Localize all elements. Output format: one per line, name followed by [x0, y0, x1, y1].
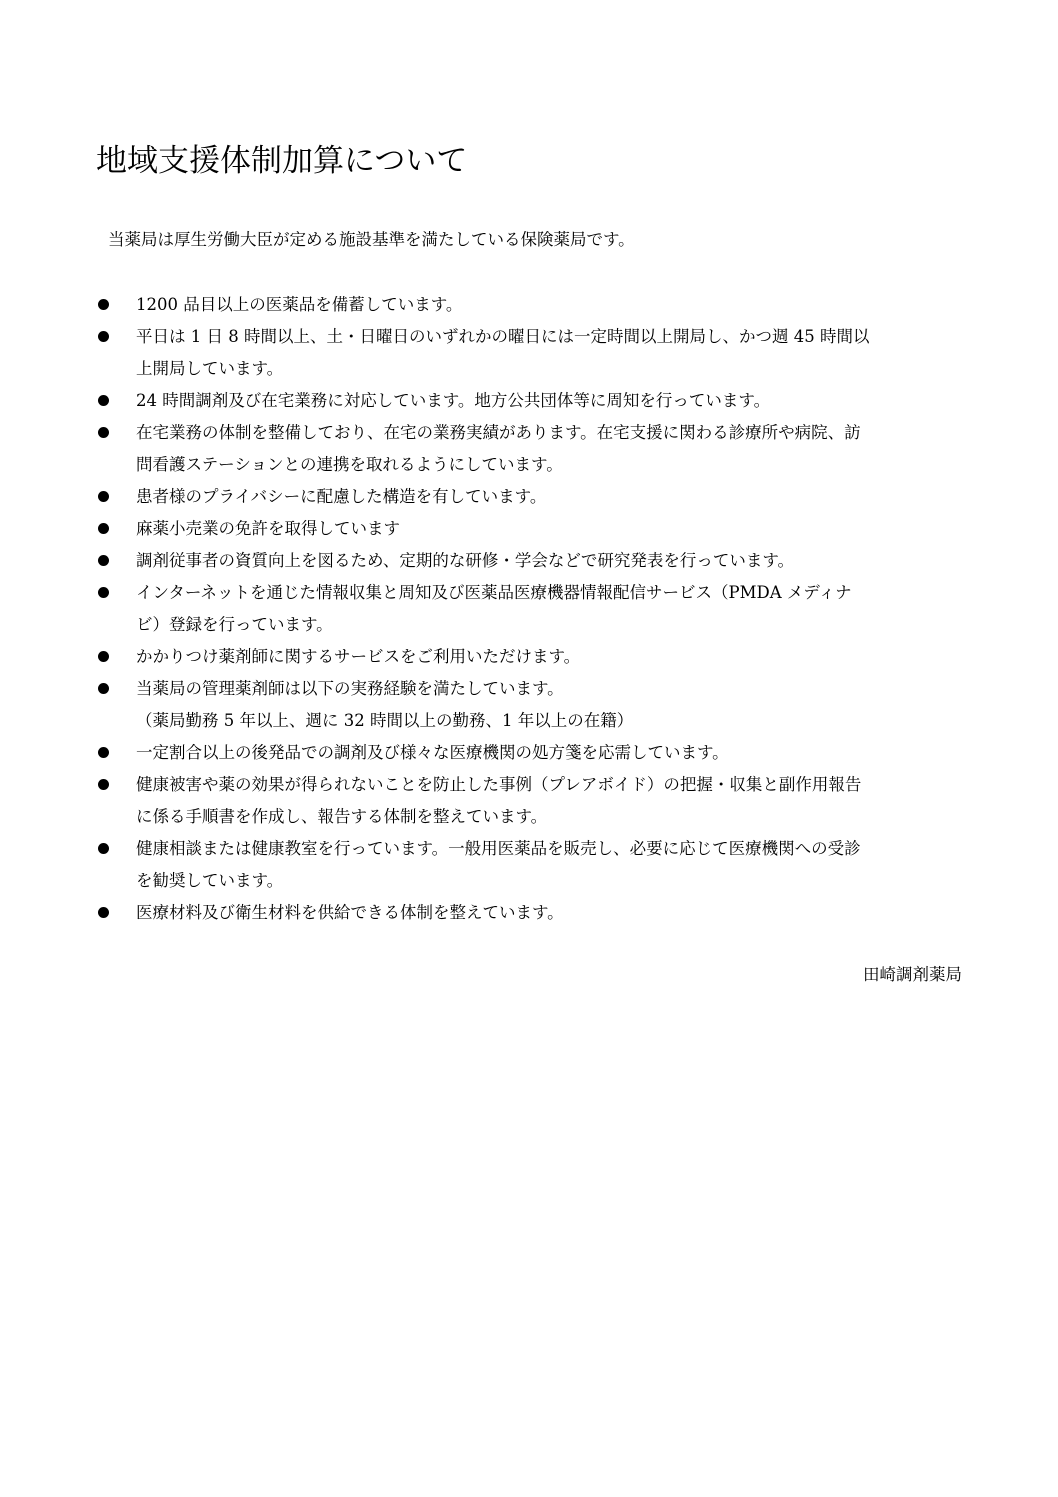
list-item-text: 24 時間調剤及び在宅業務に対応しています。地方公共団体等に周知を行っています。 — [136, 391, 771, 410]
list-item-text: 平日は 1 日 8 時間以上、土・日曜日のいずれかの曜日には一定時間以上開局し、かつ週 45 時間以 上開局しています。 — [136, 327, 870, 378]
list-item — [96, 417, 962, 481]
list-item-text: 調剤従事者の資質向上を図るため、定期的な研修・学会などで研究発表を行っています。 — [136, 551, 795, 570]
list-item-text: 健康被害や薬の効果が得られないことを防止した事例（プレアボイド）の把握・収集と副作用報告 に係る手順書を作成し、報告する体制を整えています。 — [136, 775, 862, 826]
list-item — [96, 897, 962, 929]
bullet-icon — [98, 683, 109, 694]
list-item-text: インターネットを通じた情報収集と周知及び医薬品医療機器情報配信サービス（PMDA メディナ ビ）登録を行っています。 — [136, 583, 852, 634]
list-item-text: 患者様のプライバシーに配慮した構造を有しています。 — [136, 487, 547, 506]
pharmacy-signature: 田崎調剤薬局 — [863, 965, 962, 984]
bullet-icon — [98, 331, 109, 342]
bullet-icon — [98, 491, 109, 502]
list-item — [96, 545, 962, 577]
list-item-text: 麻薬小売業の免許を取得しています — [136, 519, 400, 538]
list-item — [96, 673, 962, 737]
list-item — [96, 577, 962, 641]
list-item — [96, 289, 962, 321]
list-item-text: 当薬局の管理薬剤師は以下の実務経験を満たしています。 — [136, 679, 564, 698]
bullet-icon — [98, 299, 109, 310]
bullet-icon — [98, 395, 109, 406]
bullet-icon — [98, 907, 109, 918]
list-item — [96, 513, 962, 545]
list-item-text: かかりつけ薬剤師に関するサービスをご利用いただけます。 — [136, 647, 581, 666]
bullet-icon — [98, 587, 109, 598]
page-title: 地域支援体制加算について — [96, 143, 468, 179]
list-item — [96, 769, 962, 833]
list-item-subtext: （薬局勤務 5 年以上、週に 32 時間以上の勤務、1 年以上の在籍） — [136, 711, 634, 730]
list-item — [96, 833, 962, 897]
list-item-text: 健康相談または健康教室を行っています。一般用医薬品を販売し、必要に応じて医療機関への受診 を勧奨しています。 — [136, 839, 861, 890]
bullet-icon — [98, 555, 109, 566]
bullet-icon — [98, 747, 109, 758]
list-item — [96, 385, 962, 417]
list-item-text: 在宅業務の体制を整備しており、在宅の業務実績があります。在宅支援に関わる診療所や病院、訪 問看護ステーションとの連携を取れるようにしています。 — [136, 423, 861, 474]
bullet-icon — [98, 843, 109, 854]
intro-statement: 当薬局は厚生労働大臣が定める施設基準を満たしている保険薬局です。 — [108, 230, 635, 249]
criteria-list — [96, 289, 962, 929]
bullet-icon — [98, 523, 109, 534]
bullet-icon — [98, 651, 109, 662]
list-item-text: 医療材料及び衛生材料を供給できる体制を整えています。 — [136, 903, 564, 922]
list-item — [96, 737, 962, 769]
list-item — [96, 321, 962, 385]
list-item — [96, 481, 962, 513]
list-item — [96, 641, 962, 673]
list-item-text: 1200 品目以上の医薬品を備蓄しています。 — [136, 295, 463, 314]
bullet-icon — [98, 427, 109, 438]
bullet-icon — [98, 779, 109, 790]
list-item-text: 一定割合以上の後発品での調剤及び様々な医療機関の処方箋を応需しています。 — [136, 743, 729, 762]
